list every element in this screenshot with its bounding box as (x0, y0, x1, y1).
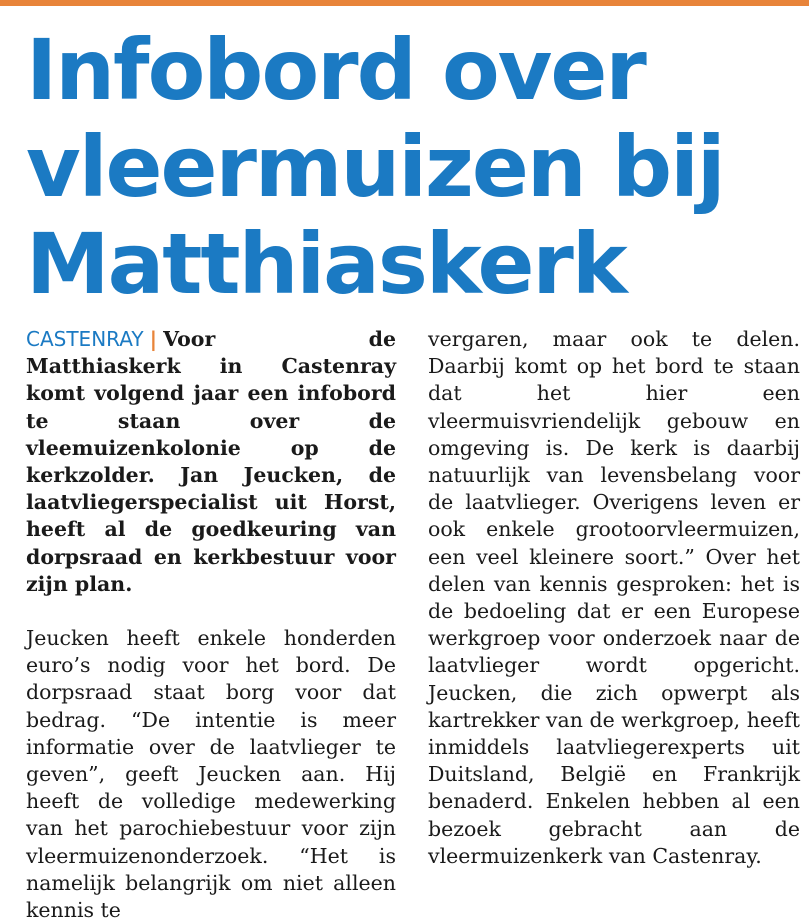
dateline-separator: | (149, 327, 158, 351)
headline-line-2: vleermuizen bij (26, 118, 724, 216)
top-accent-rule (0, 0, 809, 6)
article-column-left (26, 326, 396, 924)
headline-line-1: Infobord over (26, 21, 645, 119)
headline (26, 22, 806, 313)
article-column-right (428, 326, 800, 870)
body-paragraph-right: vergaren, maar ook te delen. Daarbij komt op het bord te staan dat het hier een vleermuisvriendelijk gebouw en omgeving is. De kerk is daarbij natuurlijk van levensbelang voor de laatvlieger. Overigens leven er ook enkele grootoorvleermuizen, een veel kleinere soort.” Over het delen van kennis gesproken: het is de bedoeling dat er een Europese werkgroep voor onderzoek naar de laatvlieger wordt opgericht. Jeucken, die zich opwerpt als kartrekker van de werkgroep, heeft inmiddels laatvliegerexperts uit Duitsland, België en Frankrijk benaderd. Enkelen hebben al een bezoek gebracht aan de vleermuizenkerk van Castenray. (428, 327, 800, 868)
dateline: CASTENRAY (26, 327, 144, 351)
lead-text: Voor de Matthiaskerk in Castenray komt volgend jaar een infobord te staan over de vleemuizenkolonie op de kerkzolder. Jan Jeucken, de laatvliegerspecialist uit Horst, heeft al de goedkeuring van dorpsraad en kerkbestuur voor zijn plan. (26, 327, 396, 596)
headline-line-3: Matthiaskerk (26, 215, 626, 313)
body-paragraph-left: Jeucken heeft enkele honderden euro’s nodig voor het bord. De dorpsraad staat borg voor dat bedrag. “De intentie is meer informatie over de laatvlieger te geven”, geeft Jeucken aan. Hij heeft de volledige medewerking van het parochiebestuur voor zijn vleermuizenonderzoek. “Het is namelijk belangrijk om niet alleen kennis te (26, 626, 396, 923)
lead-paragraph (26, 326, 396, 598)
